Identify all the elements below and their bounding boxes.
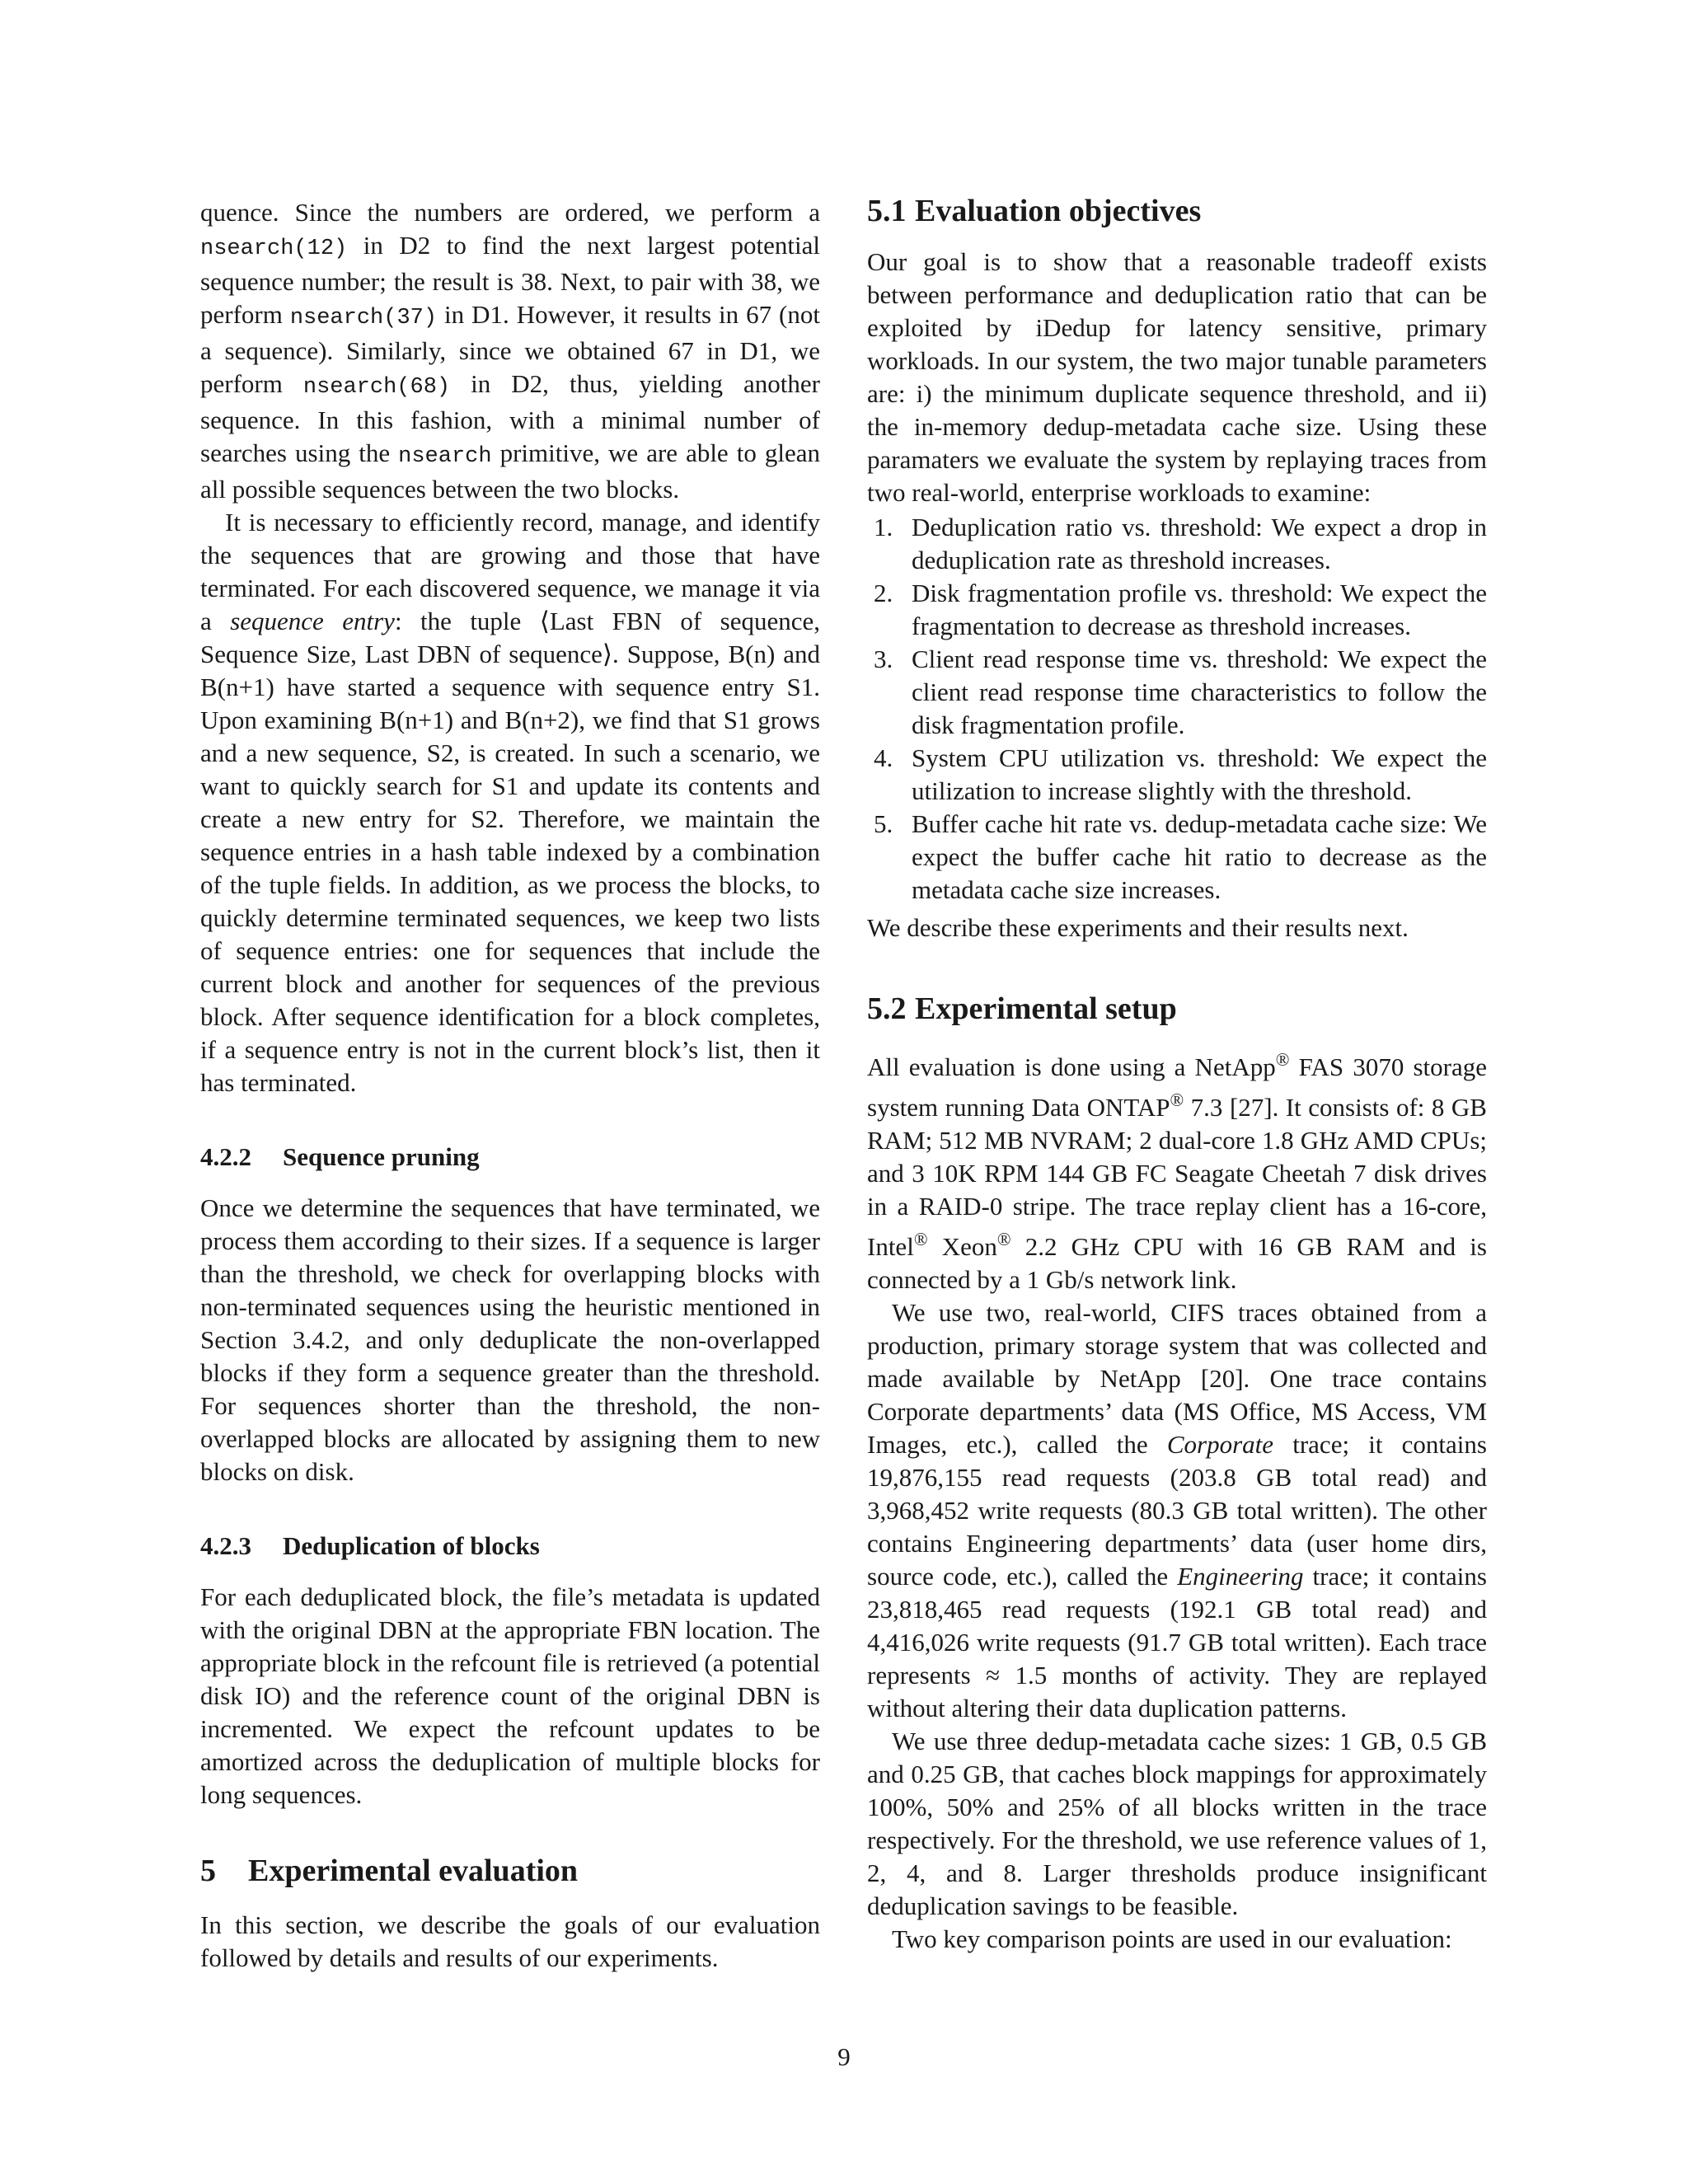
paragraph-section-5-intro: In this section, we describe the goals of our evaluation followed by details and results of our experiments. — [200, 1910, 820, 1972]
heading-4-2-3: 4.2.3 Deduplication of blocks — [200, 1531, 540, 1560]
code-nsearch-12: nsearch(12) — [200, 237, 348, 261]
registered-mark: ® — [1275, 1049, 1290, 1070]
list-item: 5. Buffer cache hit rate vs. dedup-metadata cache size: We expect the buffer cache hit ratio to decrease as the metadata cache size increases. — [874, 809, 1487, 904]
list-item: 3. Client read response time vs. threshold: We expect the client read response time characteristics to follow the disk fragmentation profile. — [874, 644, 1487, 739]
left-column — [200, 196, 820, 1975]
code-nsearch-37: nsearch(37) — [289, 306, 438, 330]
paragraph-sequence-search: quence. Since the numbers are ordered, we perform a nsearch(12) in D2 to find the next largest potential sequence number; the result is 38. Next, to pair with 38, we perform nsearch(37) in D1. However, it results in 67 (not a sequence). Similarly, since we obtained 67 in D1, we perform nsearch(68) in D2, thus, yielding another sequence. In this fashion, with a minimal number of searches using the nsearch primitive, we are able to glean all possible sequences between the two blocks. — [200, 198, 820, 504]
registered-mark: ® — [913, 1229, 928, 1249]
paragraph-cache-sizes: We use three dedup-metadata cache sizes: 1 GB, 0.5 GB and 0.25 GB, that caches block mappings for approximately 100%, 50% and 25% of all blocks written in the trace respectively. For the threshold, we use reference values of 1, 2, 4, and 8. Larger thresholds produce insignificant deduplication savings to be feasible. — [867, 1727, 1487, 1920]
registered-mark: ® — [996, 1229, 1011, 1249]
paragraph-deduplication-blocks: For each deduplicated block, the file’s metadata is updated with the original DBN at the appropriate FBN location. The appropriate block in the refcount file is retrieved (a potential disk IO) and the reference count of the original DBN is incremented. We expect the refcount updates to be amortized across the deduplication of multiple blocks for long sequences. — [200, 1582, 820, 1809]
paragraph-setup-hardware: All evaluation is done using a NetApp® FAS 3070 storage system running Data ONTAP® 7.3 [27]. It consists of: 8 GB RAM; 512 MB NVRAM; 2 dual-core 1.8 GHz AMD CPUs; and 3 10K RPM 144 GB FC Seagate Cheetah 7 disk drives in a RAID-0 stripe. The trace replay client has a 16-core, Intel® Xeon® 2.2 GHz CPU with 16 GB RAM and is connected by a 1 Gb/s network link. — [867, 1049, 1488, 1294]
heading-4-2-2: 4.2.2 Sequence pruning — [200, 1142, 480, 1171]
heading-section-5: 5 Experimental evaluation — [200, 1854, 579, 1888]
paragraph-evaluation-goal: Our goal is to show that a reasonable tradeoff exists between performance and deduplication ratio that can be exploited by iDedup for latency sensitive, primary workloads. In our system, the two major tunable parameters are: i) the minimum duplicate sequence threshold, and ii) the in-memory dedup-metadata cache size. Using these paramaters we evaluate the system by replaying traces from two real-world, enterprise workloads to examine: — [867, 247, 1487, 507]
heading-5-2: 5.2 Experimental setup — [867, 991, 1177, 1026]
page-number: 9 — [837, 2042, 851, 2071]
heading-5-1: 5.1 Evaluation objectives — [867, 194, 1202, 228]
paragraph-comparison-points: Two key comparison points are used in our evaluation: — [892, 1924, 1452, 1953]
paragraph-sequence-pruning: Once we determine the sequences that have terminated, we process them according to their sizes. If a sequence is larger than the threshold, we check for overlapping blocks with non-terminated sequences using the heuristic mentioned in Section 3.4.2, and only deduplicate the non-overlapped blocks if they form a sequence greater than the threshold. For sequences shorter than the threshold, the non-overlapped blocks are allocated by assigning them to new blocks on disk. — [200, 1193, 820, 1486]
list-item: 4. System CPU utilization vs. threshold: We expect the utilization to increase slightly with the threshold. — [874, 743, 1487, 805]
list-item: 2. Disk fragmentation profile vs. threshold: We expect the fragmentation to decrease as threshold increases. — [874, 579, 1487, 640]
objectives-list — [867, 511, 1487, 907]
paragraph-describe-next: We describe these experiments and their results next. — [867, 913, 1409, 942]
paragraph-cifs-traces: We use two, real-world, CIFS traces obtained from a production, primary storage system that was collected and made available by NetApp [20]. One trace contains Corporate departments’ data (MS Office, MS Access, VM Images, etc.), called the Corporate trace; it contains 19,876,155 read requests (203.8 GB total read) and 3,968,452 write requests (80.3 GB total written). The other contains Engineering departments’ data (user home dirs, source code, etc.), called the Engineering trace; it contains 23,818,465 read requests (192.1 GB total read) and 4,416,026 write requests (91.7 GB total written). Each trace represents ≈ 1.5 months of activity. They are replayed without altering their data duplication patterns. — [867, 1298, 1487, 1722]
code-nsearch-68: nsearch(68) — [302, 375, 451, 400]
right-column — [867, 196, 1487, 1956]
code-nsearch: nsearch — [398, 444, 492, 469]
paragraph-sequence-entries: It is necessary to efficiently record, manage, and identify the sequences that are growing and those that have terminated. For each discovered sequence, we manage it via a sequence entry: the tuple ⟨Last FBN of sequence, Sequence Size, Last DBN of sequence⟩. Suppose, B(n) and B(n+1) have started a sequence with sequence entry S1. Upon examining B(n+1) and B(n+2), we find that S1 grows and a new sequence, S2, is created. In such a scenario, we want to quickly search for S1 and update its contents and create a new entry for S2. Therefore, we maintain the sequence entries in a hash table indexed by a combination of the tuple fields. In addition, as we process the blocks, to quickly determine terminated sequences, we keep two lists of sequence entries: one for sequences that include the current block and another for sequences of the previous block. After sequence identification for a block completes, if a sequence entry is not in the current block’s list, then it has terminated. — [200, 508, 821, 1097]
registered-mark: ® — [1170, 1090, 1184, 1110]
list-item: 1. Deduplication ratio vs. threshold: We expect a drop in deduplication rate as threshold increases. — [874, 513, 1487, 574]
